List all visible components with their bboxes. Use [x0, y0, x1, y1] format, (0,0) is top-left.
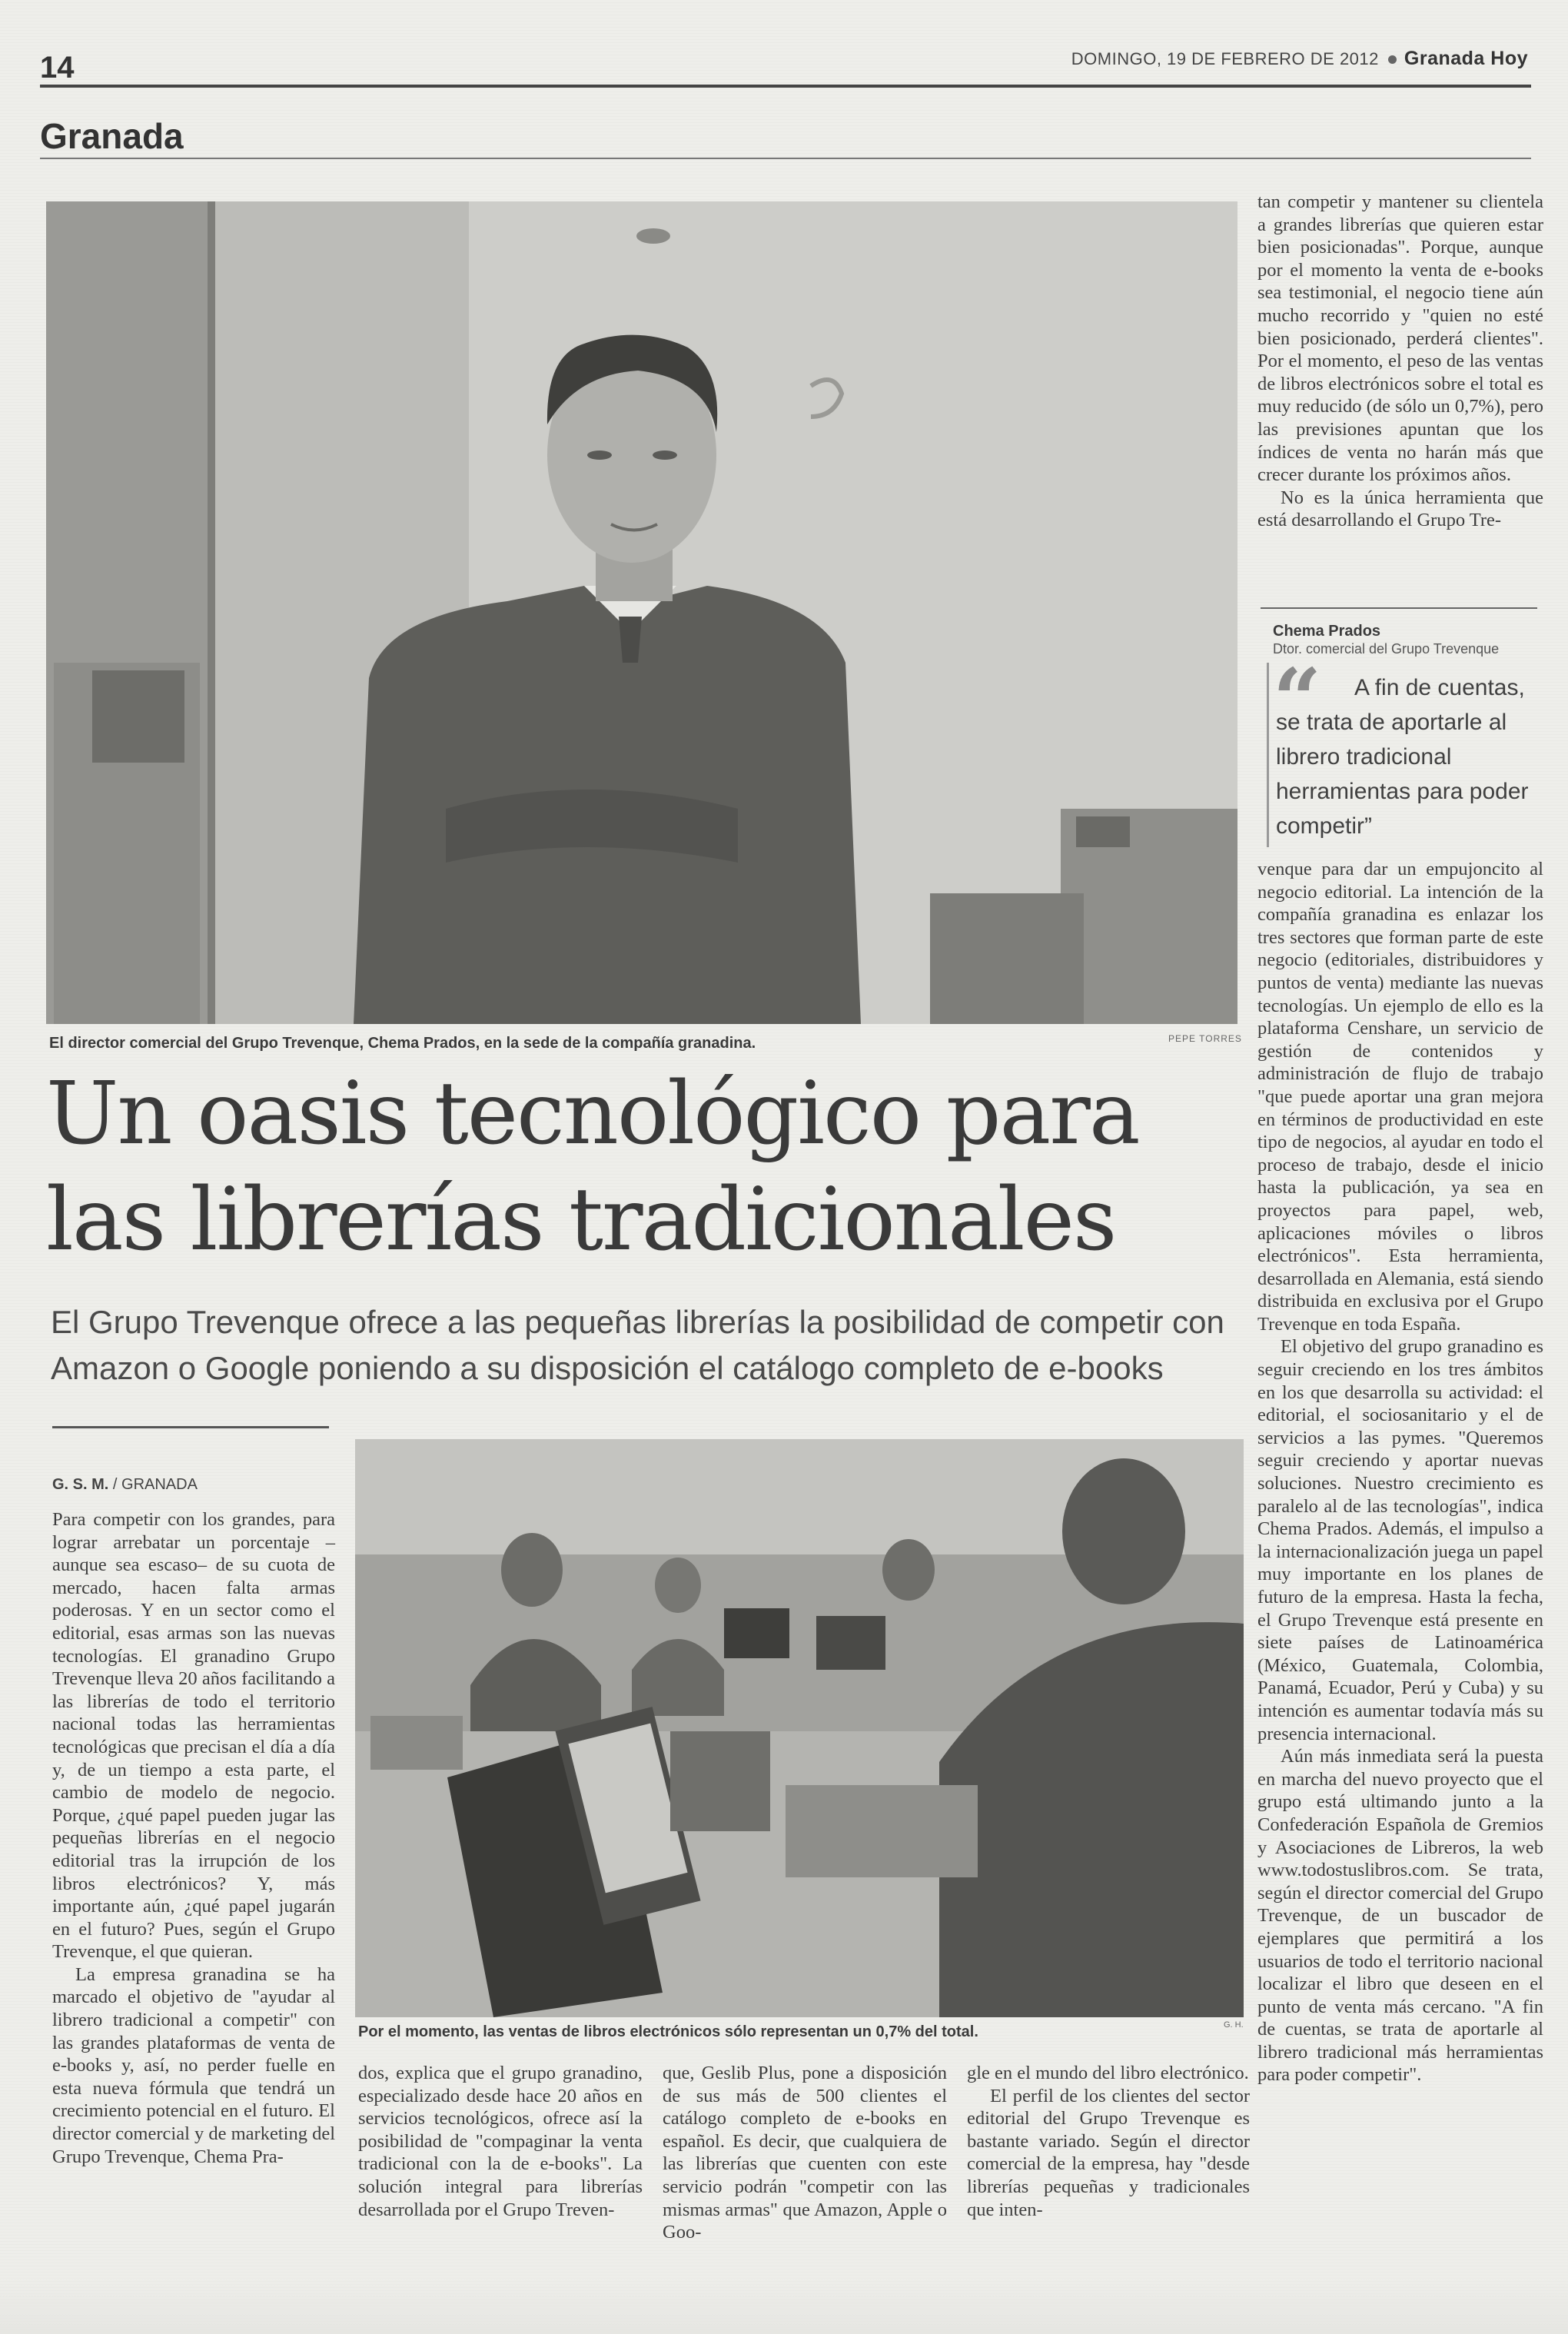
paragraph: El objetivo del grupo granadino es seguir creciendo en los tres ámbitos en los que desarrolla su actividad: el editorial, el sociosanitario y el de servicios a las pymes. "Queremos seguir creciendo y aportar nuevas soluciones. Nuestro crecimiento es paralelo al de las tecnologías", indica Chema Prados. Además, el impulso a la internacionalización juega un papel muy importante en los planes de futuro de la empresa. Hasta la fecha, el Grupo Trevenque está presente en siete países de Latinoamérica (México, Guatemala, Colombia, Panamá, Ecuador, Perú y Cuba) y su intención es aumentar todavía más su presencia internacional. — [1257, 1336, 1543, 1744]
paragraph: que, Geslib Plus, pone a disposición de sus más de 500 clientes el catálogo completo de e-books en español. Es decir, que cualquiera de las librerías que cuenten con este servicio podrán "competir con las mismas armas" que Amazon, Apple o Goo- — [663, 2063, 947, 2243]
article-column-5-top — [1257, 191, 1543, 532]
dateline — [1071, 48, 1528, 70]
office-illustration — [355, 1439, 1244, 2017]
quote-mark-icon: “ — [1273, 650, 1322, 749]
paragraph: No es la única herramienta que está desarrollando el Grupo Tre- — [1257, 487, 1543, 531]
photo-credit-2: G. H. — [1224, 2020, 1244, 2030]
section-rule — [40, 158, 1531, 159]
issue-date: DOMINGO, 19 DE FEBRERO DE 2012 — [1071, 49, 1379, 68]
office-photo — [355, 1439, 1244, 2017]
pullquote-name: Chema Prados — [1273, 623, 1381, 640]
paragraph: Para competir con los grandes, para lograr arrebatar un porcentaje –aunque sea escaso– de su cuota de mercado, hacen falta armas poderosas. Y en un sector como el editorial, esas armas son las nuevas tecnologías. El granadino Grupo Trevenque lleva 20 años facilitando a las librerías de todo el territorio nacional todas las herramientas tecnológicas que precisan el día a día y, de un tiempo a esta parte, el cambio de modelo de negocio. Porque, ¿qué papel pueden jugar las pequeñas librerías en el negocio editorial tras la irrupción de los libros electrónicos? Y, más importante aún, ¿qué papel jugarán en el futuro? Pues, según el Grupo Trevenque, el que quieran. — [52, 1509, 335, 1963]
byline — [52, 1476, 198, 1494]
headline — [46, 1061, 1245, 1273]
paragraph: tan competir y mantener su clientela a grandes librerías que quieren estar bien posicionadas". Porque, aunque por el momento la venta de e-books sea testimonial, el negocio tiene aún mucho recorrido y "quien no esté bien posicionado, perderá clientes". Por el momento, el peso de las ventas de libros electrónicos sobre el total es muy reducido (de sólo un 0,7%), pero las previsiones apuntan que los índices de venta no harán más que crecer durante los próximos años. — [1257, 191, 1543, 486]
byline-rule — [52, 1426, 329, 1428]
headline-line-2: las librerías tradicionales — [46, 1170, 1116, 1270]
paragraph: dos, explica que el grupo granadino, especializado desde hace 20 años en servicios tecnológicos, ofrece así la posibilidad de "compaginar la venta tradicional con la de e-books". La solución integral para librerías desarrollada por el Grupo Treven- — [358, 2063, 643, 2220]
paragraph: Aún más inmediata será la puesta en marcha del nuevo proyecto que el grupo está ultimando junto a la Confederación Española de Gremios y Asociaciones de Libreros, la web www.todostuslibros.com. Se trata, según el director comercial del Grupo Trevenque, de un buscador de ejemplares que permitirá a los usuarios de todo el territorio nacional localizar el libro que deseen en el punto de venta más cercano. "A fin de cuentas, se trata de aportarle al librero tradicional más herramientas para poder competir". — [1257, 1746, 1543, 2086]
pullquote-role: Dtor. comercial del Grupo Trevenque — [1273, 641, 1500, 657]
byline-place: / GRANADA — [112, 1476, 198, 1493]
article-column-4 — [967, 2062, 1250, 2221]
headline-line-1: Un oasis tecnológico para — [46, 1064, 1139, 1164]
section-title: Granada — [40, 116, 184, 156]
publication-name: Granada Hoy — [1404, 48, 1528, 69]
subheadline: El Grupo Trevenque ofrece a las pequeñas librerías la posibilidad de competir con Amazon o Google poniendo a su disposición el catálogo completo de e-books — [51, 1304, 1224, 1386]
byline-author: G. S. M. — [52, 1476, 109, 1493]
portrait-illustration — [46, 201, 1237, 1024]
pullquote-text: A fin de cuentas, se trata de aportarle al librero tradicional herramientas para poder competir” — [1276, 675, 1529, 839]
paragraph: gle en el mundo del libro electrónico. — [967, 2063, 1249, 2083]
paragraph: venque para dar un empujoncito al negocio editorial. La intención de la compañía granadina es enlazar los tres sectores que forman parte de este negocio (editoriales, distribuidores y puntos de venta) mediante las nuevas tecnologías. Un ejemplo de ello es la plataforma Censhare, un servicio de gestión de contenidos y administración de flujo de trabajo "que puede aportar una gran mejora en términos de productividad en este tipo de negocios, al ayudar en todo el proceso de trabajo, desde el inicio hasta la publicación, ya sea en proyectos para papel, web, aplicaciones móviles o libros electrónicos". Esta herramienta, desarrollada en Alemania, está siendo distribuida en exclusiva por el Grupo Trevenque en toda España. — [1257, 859, 1543, 1335]
pullquote-rule — [1261, 607, 1537, 609]
article-column-3 — [663, 2062, 947, 2244]
photo-caption: El director comercial del Grupo Trevenque, Chema Prados, en la sede de la compañía granadina. — [49, 1035, 756, 1052]
paragraph: El perfil de los clientes del sector editorial del Grupo Trevenque es bastante variado. Según el director comercial de la empresa, hay "desde librerías pequeñas y tradicionales que inten- — [967, 2085, 1250, 2220]
photo-caption-2: Por el momento, las ventas de libros electrónicos sólo representan un 0,7% del total. — [358, 2023, 978, 2040]
separator-dot-icon — [1388, 55, 1397, 64]
article-column-2 — [358, 2062, 643, 2221]
pullquote-bar — [1267, 663, 1269, 847]
page-bottom-fade — [0, 2276, 1568, 2334]
photo-credit: PEPE TORRES — [1168, 1033, 1242, 1044]
page-number: 14 — [40, 51, 75, 85]
paragraph: La empresa granadina se ha marcado el objetivo de "ayudar al librero tradicional a competir" con las grandes plataformas de venta de e-books y, así, no perder fuelle en esta nueva fórmula que tendrá un crecimiento potencial en el futuro. El director comercial y de marketing del Grupo Trevenque, Chema Pra- — [52, 1963, 336, 2167]
article-column-5-bottom — [1257, 858, 1543, 2086]
header-rule — [40, 85, 1531, 88]
article-column-1 — [52, 1508, 335, 2168]
portrait-photo — [46, 201, 1237, 1024]
